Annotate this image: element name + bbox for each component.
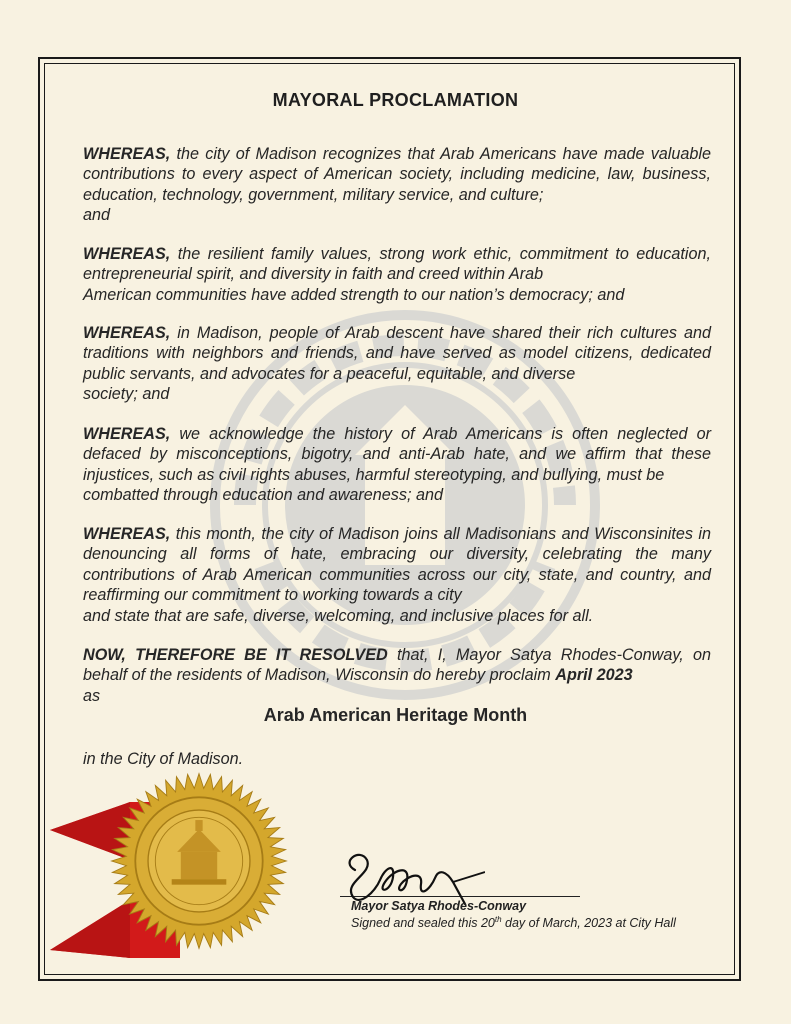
whereas-lead: WHEREAS,	[83, 245, 171, 263]
paragraph-body: in Madison, people of Arab descent have shared their rich cultures and traditions with neighbors and friends, and have served as model citizens, dedicated public servants, and advocates for a peaceful, equitable, and diverse	[83, 324, 711, 383]
whereas-paragraph-1	[83, 144, 711, 226]
whereas-paragraph-2	[83, 244, 711, 305]
city-line: in the City of Madison.	[83, 750, 244, 768]
whereas-lead: WHEREAS,	[83, 425, 171, 443]
gold-city-seal	[108, 770, 290, 952]
paragraph-tail: American communities have added strength to our nation’s democracy; and	[83, 285, 625, 304]
signed-sealed-line	[351, 915, 676, 930]
resolved-paragraph	[83, 645, 711, 706]
whereas-lead: WHEREAS,	[83, 145, 171, 163]
resolved-body: that, I, Mayor Satya Rhodes-Conway, on behalf of the residents of Madison, Wisconsin do hereby proclaim	[83, 646, 712, 685]
paragraph-body: the resilient family values, strong work ethic, commitment to education, entrepreneurial spirit, and diversity in faith and creed within Arab	[83, 245, 711, 284]
resolved-tail: as	[83, 686, 101, 705]
paragraph-body: we acknowledge the history of Arab Americans is often neglected or defaced by misconceptions, bigotry, and anti-Arab hate, and we affirm that these injustices, such as civil rights abuses, harmful stereotyping, and bullying, must be	[83, 425, 711, 484]
paragraph-tail: and state that are safe, diverse, welcoming, and inclusive places for all.	[83, 606, 594, 625]
paragraph-body: this month, the city of Madison joins all Madisonians and Wisconsinites in denouncing all forms of hate, embracing our diversity, celebrating the many contributions of Arab American communities across our city, state, and country, and reaffirming our commitment to working towards a city	[83, 525, 711, 605]
whereas-paragraph-3	[83, 323, 711, 405]
whereas-lead: WHEREAS,	[83, 525, 171, 543]
proclaimed-date: April 2023	[555, 666, 633, 685]
paragraph-tail: and	[83, 206, 111, 225]
paragraph-tail: society; and	[83, 385, 170, 404]
paragraph-tail: combatted through education and awareness; and	[83, 486, 443, 505]
whereas-paragraph-5	[83, 524, 711, 626]
whereas-lead: WHEREAS,	[83, 324, 171, 342]
heritage-month-heading: Arab American Heritage Month	[263, 705, 528, 725]
proclamation-title: MAYORAL PROCLAMATION	[272, 90, 519, 110]
mayor-name: Mayor Satya Rhodes-Conway	[351, 899, 527, 913]
whereas-paragraph-4	[83, 424, 711, 506]
resolved-lead: NOW, THEREFORE BE IT RESOLVED	[83, 646, 388, 664]
paragraph-body: the city of Madison recognizes that Arab Americans have made valuable contributions to every aspect of American society, including medicine, law, business, education, technology, government, military service, and culture;	[83, 145, 711, 204]
signed-text-pre: Signed and sealed this 20	[351, 916, 495, 931]
ordinal-suffix: th	[494, 915, 502, 924]
signed-text-post: day of March, 2023 at City Hall	[501, 916, 676, 931]
